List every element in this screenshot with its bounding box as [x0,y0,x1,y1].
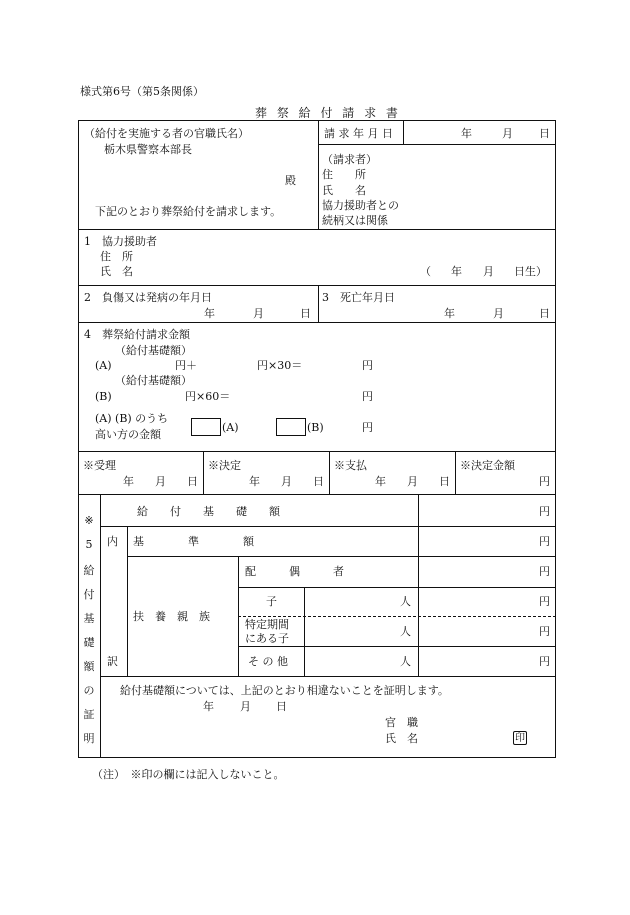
a-yen-plus: 円＋ [175,359,197,372]
cert-day: 日 [276,700,287,713]
special-child-yen: 円 [539,625,550,638]
breakdown-bottom: 訳 [107,655,118,668]
b-mark: (B) [95,390,112,403]
cert-year: 年 [203,700,214,713]
section3-month: 月 [493,307,504,320]
higher-yen: 円 [362,421,373,434]
request-year: 年 [461,127,472,140]
child-label: 子 [266,595,277,608]
section2-month: 月 [253,307,264,320]
seal-mark: 印 [515,733,525,744]
payment-label: ※支払 [334,459,367,472]
claimant-address-label: 住 所 [322,168,366,181]
base-label-a: （給付基礎額） [115,344,192,357]
birth-day: 日生） [514,265,547,278]
section2-year: 年 [204,307,215,320]
section1-address: 住 所 [100,250,133,263]
higher-label-2: 高い方の金額 [95,428,161,441]
box-a-field[interactable] [191,418,221,436]
form-number: 様式第6号（第5条関係） [80,85,204,98]
payment-day: 日 [439,475,450,488]
standard-label: 基 準 額 [133,535,254,548]
b-yen: 円 [362,390,373,403]
higher-label-1: (A) (B) のうち [95,412,169,425]
official-name: 栃木県警察本部長 [104,143,192,156]
s5-v-4: 基 [83,612,95,625]
decision-day: 日 [313,475,324,488]
s5-v-1: 5 [85,538,93,551]
s5-v-0: ※ [84,514,94,527]
standard-yen: 円 [539,535,550,548]
decided-amount-label: ※決定金額 [460,459,515,472]
cert-month: 月 [240,700,251,713]
claimant-label: （請求者） [322,153,377,166]
s5-v-8: 証 [83,708,95,721]
receipt-day: 日 [187,475,198,488]
dependents-label: 扶 養 親 族 [133,610,210,623]
a-yen: 円 [362,359,373,372]
section3-year: 年 [444,307,455,320]
birth-year: 年 [451,265,462,278]
claimant-name-label: 氏 名 [322,184,366,197]
addressee-suffix: 殿 [285,174,296,187]
breakdown-top: 内 [107,535,118,548]
s5-v-3: 付 [83,588,95,601]
relation-label-2: 続柄又は関係 [322,214,388,227]
spouse-label: 配 偶 者 [245,565,344,578]
a-yen-x30: 円×30＝ [257,359,303,372]
base-label-b: （給付基礎額） [115,374,192,387]
footnote: （注） ※印の欄には記入しないこと。 [92,768,285,781]
s5-v-6: 額 [83,660,95,673]
section2-label: 2 負傷又は発病の年月日 [84,291,212,304]
s5-v-2: 給 [83,564,95,577]
box-a-label: (A) [222,421,239,434]
receipt-label: ※受理 [83,459,116,472]
payment-year: 年 [375,475,386,488]
request-text: 下記のとおり葬祭給付を請求します。 [95,205,282,218]
s5-v-7: の [83,684,95,697]
request-date-label: 請 求 年 月 日 [324,127,393,140]
box-b-field[interactable] [276,418,306,436]
receipt-year: 年 [123,475,134,488]
section3-day: 日 [539,307,550,320]
child-yen: 円 [539,595,550,608]
cert-official-name: 氏 名 [385,732,418,745]
child-persons: 人 [400,595,411,608]
relation-label-1: 協力援助者との [322,199,399,212]
decision-label: ※決定 [208,459,241,472]
box-b-label: (B) [307,421,324,434]
others-yen: 円 [539,655,550,668]
payment-month: 月 [407,475,418,488]
receipt-month: 月 [155,475,166,488]
others-label: そ の 他 [248,655,288,668]
form-title: 葬 祭 給 付 請 求 書 [255,106,401,120]
section3-label: 3 死亡年月日 [322,291,395,304]
official-label: （給付を実施する者の官職氏名） [84,127,249,140]
s5-v-9: 明 [83,732,95,745]
request-day: 日 [539,127,550,140]
others-persons: 人 [400,655,411,668]
spouse-yen: 円 [539,565,550,578]
birth-open: （ [420,265,431,278]
special-child-persons: 人 [400,625,411,638]
total-base-yen: 円 [539,505,550,518]
section1-name: 氏 名 [100,265,133,278]
decision-year: 年 [249,475,260,488]
section4-label: 4 葬祭給付請求金額 [84,328,190,341]
certify-text: 給付基礎額については、上記のとおり相違ないことを証明します。 [120,684,449,697]
special-child-label-1: 特定期間 [245,618,289,631]
section2-day: 日 [300,307,311,320]
total-base-label: 給 付 基 礎 額 [137,505,280,518]
s5-v-5: 礎 [83,636,95,649]
request-month: 月 [502,127,513,140]
b-yen-x60: 円×60＝ [185,390,231,403]
special-child-label-2: にある子 [245,632,289,645]
cert-official-post: 官 職 [385,716,418,729]
section1-label: 1 協力援助者 [84,235,157,248]
decided-amount-yen: 円 [539,475,550,488]
a-mark: (A) [95,359,112,372]
decision-month: 月 [281,475,292,488]
birth-month: 月 [483,265,494,278]
